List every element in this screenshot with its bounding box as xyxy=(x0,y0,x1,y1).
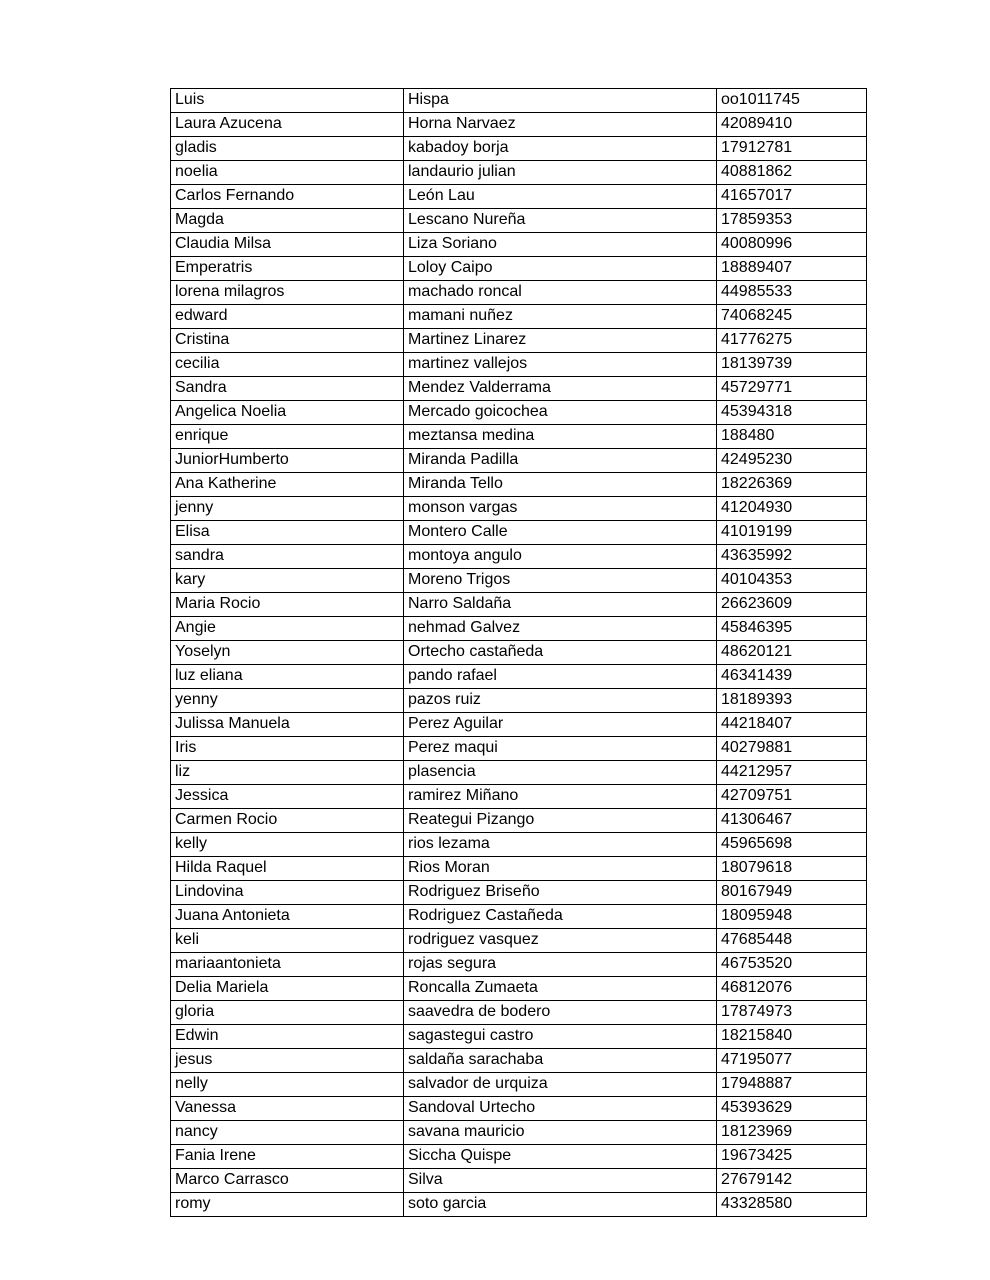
table-cell: pando rafael xyxy=(404,665,717,689)
table-cell: Ana Katherine xyxy=(171,473,404,497)
table-row xyxy=(171,977,867,1001)
table-row xyxy=(171,377,867,401)
table-cell: Maria Rocio xyxy=(171,593,404,617)
table-cell: Siccha Quispe xyxy=(404,1145,717,1169)
table-cell: Lindovina xyxy=(171,881,404,905)
table-cell: nancy xyxy=(171,1121,404,1145)
table-cell: Silva xyxy=(404,1169,717,1193)
table-cell: 46341439 xyxy=(717,665,867,689)
table-cell: Yoselyn xyxy=(171,641,404,665)
table-row xyxy=(171,761,867,785)
table-cell: 18095948 xyxy=(717,905,867,929)
table-cell: 41306467 xyxy=(717,809,867,833)
table-cell: 42709751 xyxy=(717,785,867,809)
table-cell: martinez vallejos xyxy=(404,353,717,377)
table-row xyxy=(171,929,867,953)
table-cell: saavedra de bodero xyxy=(404,1001,717,1025)
table-cell: 44218407 xyxy=(717,713,867,737)
table-cell: 18215840 xyxy=(717,1025,867,1049)
table-row xyxy=(171,1073,867,1097)
table-cell: edward xyxy=(171,305,404,329)
table-cell: Lescano Nureña xyxy=(404,209,717,233)
table-cell: 17948887 xyxy=(717,1073,867,1097)
table-cell: 47195077 xyxy=(717,1049,867,1073)
table-cell: Miranda Tello xyxy=(404,473,717,497)
table-row xyxy=(171,89,867,113)
table-cell: 19673425 xyxy=(717,1145,867,1169)
table-cell: kabadoy borja xyxy=(404,137,717,161)
table-cell: mariaantonieta xyxy=(171,953,404,977)
table-cell: cecilia xyxy=(171,353,404,377)
table-cell: Martinez Linarez xyxy=(404,329,717,353)
table-cell: Horna Narvaez xyxy=(404,113,717,137)
table-cell: monson vargas xyxy=(404,497,717,521)
table-row xyxy=(171,305,867,329)
table-cell: romy xyxy=(171,1193,404,1217)
table-row xyxy=(171,1001,867,1025)
table-cell: Mercado goicochea xyxy=(404,401,717,425)
table-cell: oo1011745 xyxy=(717,89,867,113)
table-cell: 47685448 xyxy=(717,929,867,953)
table-cell: Iris xyxy=(171,737,404,761)
table-row xyxy=(171,713,867,737)
table-cell: nehmad Galvez xyxy=(404,617,717,641)
table-cell: Angie xyxy=(171,617,404,641)
table-cell: enrique xyxy=(171,425,404,449)
table-cell: 40881862 xyxy=(717,161,867,185)
table-cell: montoya angulo xyxy=(404,545,717,569)
table-row xyxy=(171,665,867,689)
table-cell: Fania Irene xyxy=(171,1145,404,1169)
table-cell: 44985533 xyxy=(717,281,867,305)
table-cell: Cristina xyxy=(171,329,404,353)
table-row xyxy=(171,1169,867,1193)
table-cell: 188480 xyxy=(717,425,867,449)
table-row xyxy=(171,641,867,665)
table-cell: Laura Azucena xyxy=(171,113,404,137)
table-row xyxy=(171,521,867,545)
table-cell: rios lezama xyxy=(404,833,717,857)
table-row xyxy=(171,857,867,881)
table-cell: noelia xyxy=(171,161,404,185)
table-cell: Sandra xyxy=(171,377,404,401)
table-cell: Miranda Padilla xyxy=(404,449,717,473)
table-row xyxy=(171,905,867,929)
table-cell: salvador de urquiza xyxy=(404,1073,717,1097)
table-row xyxy=(171,497,867,521)
table-cell: Rodriguez Briseño xyxy=(404,881,717,905)
table-cell: machado roncal xyxy=(404,281,717,305)
table-row xyxy=(171,113,867,137)
table-cell: Moreno Trigos xyxy=(404,569,717,593)
table-cell: 17874973 xyxy=(717,1001,867,1025)
table-row xyxy=(171,833,867,857)
table-cell: León Lau xyxy=(404,185,717,209)
table-row xyxy=(171,1145,867,1169)
table-cell: luz eliana xyxy=(171,665,404,689)
table-cell: Rios Moran xyxy=(404,857,717,881)
table-cell: yenny xyxy=(171,689,404,713)
table-cell: savana mauricio xyxy=(404,1121,717,1145)
table-row xyxy=(171,545,867,569)
table-cell: Rodriguez Castañeda xyxy=(404,905,717,929)
table-cell: nelly xyxy=(171,1073,404,1097)
table-cell: kary xyxy=(171,569,404,593)
table-cell: Marco Carrasco xyxy=(171,1169,404,1193)
table-cell: sagastegui castro xyxy=(404,1025,717,1049)
table-row xyxy=(171,1025,867,1049)
table-cell: 17912781 xyxy=(717,137,867,161)
table-row xyxy=(171,473,867,497)
table-cell: 74068245 xyxy=(717,305,867,329)
table-cell: kelly xyxy=(171,833,404,857)
table-cell: 44212957 xyxy=(717,761,867,785)
table-cell: Delia Mariela xyxy=(171,977,404,1001)
table-cell: 43328580 xyxy=(717,1193,867,1217)
table-cell: Angelica Noelia xyxy=(171,401,404,425)
table-cell: 18139739 xyxy=(717,353,867,377)
table-cell: Reategui Pizango xyxy=(404,809,717,833)
table-cell: Magda xyxy=(171,209,404,233)
table-cell: Elisa xyxy=(171,521,404,545)
table-row xyxy=(171,1097,867,1121)
table-cell: Carlos Fernando xyxy=(171,185,404,209)
table-cell: soto garcia xyxy=(404,1193,717,1217)
table-cell: 42089410 xyxy=(717,113,867,137)
table-row xyxy=(171,353,867,377)
table-cell: 45846395 xyxy=(717,617,867,641)
table-row xyxy=(171,689,867,713)
table-cell: jesus xyxy=(171,1049,404,1073)
table-cell: rojas segura xyxy=(404,953,717,977)
table-cell: 46812076 xyxy=(717,977,867,1001)
table-cell: Vanessa xyxy=(171,1097,404,1121)
table-row xyxy=(171,449,867,473)
table-row xyxy=(171,785,867,809)
table-cell: 41657017 xyxy=(717,185,867,209)
table-cell: 43635992 xyxy=(717,545,867,569)
table-cell: 18079618 xyxy=(717,857,867,881)
table-row xyxy=(171,1049,867,1073)
table-cell: lorena milagros xyxy=(171,281,404,305)
table-cell: 41204930 xyxy=(717,497,867,521)
table-cell: landaurio julian xyxy=(404,161,717,185)
table-cell: 18889407 xyxy=(717,257,867,281)
table-cell: Juana Antonieta xyxy=(171,905,404,929)
table-cell: rodriguez vasquez xyxy=(404,929,717,953)
table-row xyxy=(171,257,867,281)
table-row xyxy=(171,209,867,233)
table-row xyxy=(171,425,867,449)
table-cell: liz xyxy=(171,761,404,785)
table-row xyxy=(171,185,867,209)
table-cell: 18226369 xyxy=(717,473,867,497)
table-cell: Claudia Milsa xyxy=(171,233,404,257)
table-cell: 18189393 xyxy=(717,689,867,713)
table-cell: Liza Soriano xyxy=(404,233,717,257)
table-cell: 40279881 xyxy=(717,737,867,761)
table-cell: gloria xyxy=(171,1001,404,1025)
table-cell: plasencia xyxy=(404,761,717,785)
table-cell: Hispa xyxy=(404,89,717,113)
table-cell: 40080996 xyxy=(717,233,867,257)
table-cell: 45965698 xyxy=(717,833,867,857)
table-cell: Ortecho castañeda xyxy=(404,641,717,665)
table-cell: Perez Aguilar xyxy=(404,713,717,737)
table-row xyxy=(171,401,867,425)
table-cell: saldaña sarachaba xyxy=(404,1049,717,1073)
table-cell: mamani nuñez xyxy=(404,305,717,329)
table-cell: Jessica xyxy=(171,785,404,809)
table-row xyxy=(171,1121,867,1145)
table-row xyxy=(171,809,867,833)
table-cell: Loloy Caipo xyxy=(404,257,717,281)
table-cell: Sandoval Urtecho xyxy=(404,1097,717,1121)
table-body xyxy=(171,89,867,1217)
table-row xyxy=(171,881,867,905)
table-cell: Luis xyxy=(171,89,404,113)
table-cell: ramirez Miñano xyxy=(404,785,717,809)
table-cell: Emperatris xyxy=(171,257,404,281)
table-cell: pazos ruiz xyxy=(404,689,717,713)
table-row xyxy=(171,1193,867,1217)
table-cell: keli xyxy=(171,929,404,953)
table-cell: 40104353 xyxy=(717,569,867,593)
names-table xyxy=(170,88,867,1217)
table-row xyxy=(171,161,867,185)
table-cell: meztansa medina xyxy=(404,425,717,449)
table-cell: gladis xyxy=(171,137,404,161)
table-row xyxy=(171,953,867,977)
table-cell: Edwin xyxy=(171,1025,404,1049)
table-row xyxy=(171,617,867,641)
table-row xyxy=(171,233,867,257)
table-row xyxy=(171,737,867,761)
table-cell: 80167949 xyxy=(717,881,867,905)
table-cell: Mendez Valderrama xyxy=(404,377,717,401)
table-cell: 41776275 xyxy=(717,329,867,353)
table-cell: 42495230 xyxy=(717,449,867,473)
table-cell: 17859353 xyxy=(717,209,867,233)
table-cell: 45393629 xyxy=(717,1097,867,1121)
table-cell: 41019199 xyxy=(717,521,867,545)
table-cell: 27679142 xyxy=(717,1169,867,1193)
table-row xyxy=(171,137,867,161)
table-cell: sandra xyxy=(171,545,404,569)
table-cell: 18123969 xyxy=(717,1121,867,1145)
table-cell: jenny xyxy=(171,497,404,521)
table-cell: Carmen Rocio xyxy=(171,809,404,833)
table-cell: Hilda Raquel xyxy=(171,857,404,881)
table-cell: Julissa Manuela xyxy=(171,713,404,737)
table-cell: 48620121 xyxy=(717,641,867,665)
table-row xyxy=(171,281,867,305)
table-cell: 45729771 xyxy=(717,377,867,401)
table-cell: 26623609 xyxy=(717,593,867,617)
table-cell: JuniorHumberto xyxy=(171,449,404,473)
table-row xyxy=(171,593,867,617)
table-cell: 45394318 xyxy=(717,401,867,425)
table-cell: Montero Calle xyxy=(404,521,717,545)
table-cell: Perez maqui xyxy=(404,737,717,761)
table-cell: Roncalla Zumaeta xyxy=(404,977,717,1001)
table-cell: 46753520 xyxy=(717,953,867,977)
table-row xyxy=(171,329,867,353)
table-row xyxy=(171,569,867,593)
table-cell: Narro Saldaña xyxy=(404,593,717,617)
